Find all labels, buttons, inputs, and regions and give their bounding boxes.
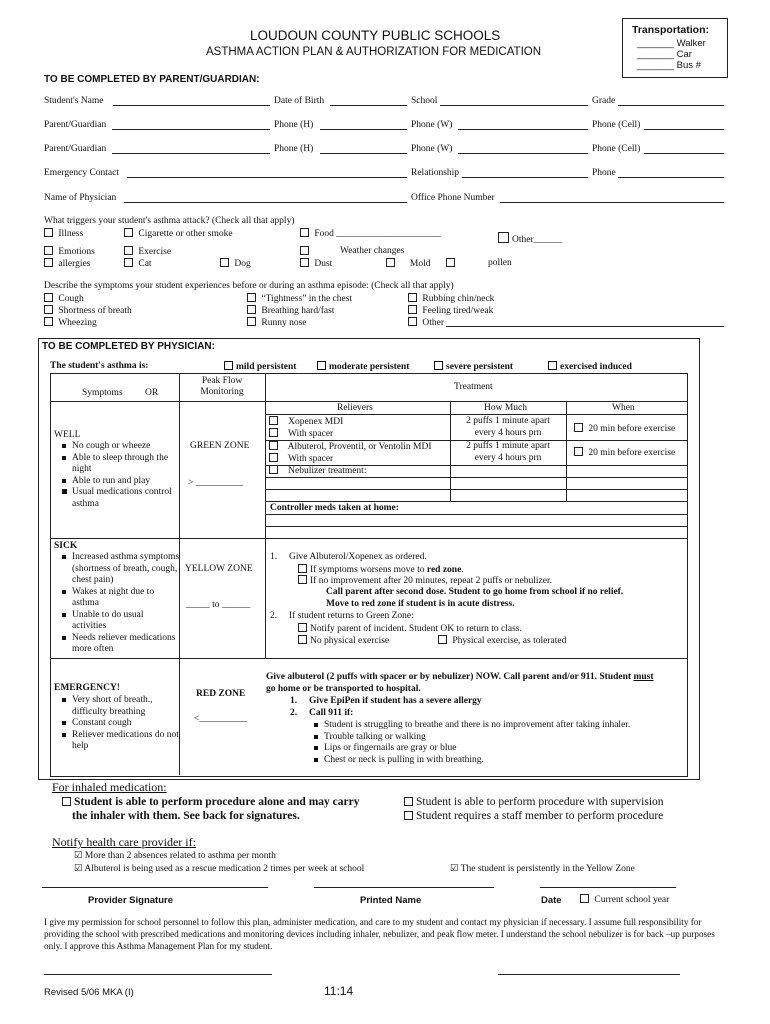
inhaled-alone-line2: the inhaler with them. See back for signatures. xyxy=(72,810,300,822)
parent-signature-field[interactable] xyxy=(44,974,272,975)
symptom-other[interactable]: Other xyxy=(408,317,444,328)
label-parent2: Parent/Guardian xyxy=(44,144,107,154)
page-subtitle: ASTHMA ACTION PLAN & AUTHORIZATION FOR MEDICATION xyxy=(206,46,542,58)
trigger-food[interactable]: Food ______________________ xyxy=(300,228,441,239)
red-911-item: Student is struggling to breathe and there is no improvement after taking inhaler. xyxy=(306,720,630,732)
severity-mild[interactable]: mild persistent xyxy=(224,361,296,372)
label-student-name: Student's Name xyxy=(44,96,104,106)
notify-absences[interactable]: ☑ More than 2 absences related to asthma per month xyxy=(74,851,276,861)
yellow-step-1: 1. Give Albuterol/Xopenex as ordered. xyxy=(270,552,427,562)
col-or: OR xyxy=(145,388,159,398)
emergency-field[interactable] xyxy=(127,177,407,178)
emergency-symptoms xyxy=(54,695,180,753)
notify-albuterol[interactable]: ☑ Albuterol is being used as a rescue medication 2 times per week at school xyxy=(74,864,365,874)
red-instruction-1: Give albuterol (2 puffs with spacer or by nebulizer) NOW. Call parent and/or 911. Student must xyxy=(266,672,654,682)
red-instruction-2: go home or be transported to hospital. xyxy=(266,684,421,694)
sick-item: Increased asthma symptoms (shortness of breath, cough, chest pain) xyxy=(54,552,180,587)
phone-h-2-field[interactable] xyxy=(320,153,407,154)
well-title: WELL xyxy=(54,430,81,440)
transport-bus[interactable]: _______ Bus # xyxy=(637,60,701,71)
phone-cell-1-field[interactable] xyxy=(644,129,724,130)
label-relationship: Relationship xyxy=(411,168,460,178)
phone-w-1-field[interactable] xyxy=(458,129,588,130)
transport-walker[interactable]: _______ Walker xyxy=(637,38,706,49)
trigger-dust[interactable]: Dust xyxy=(300,258,332,269)
label-emergency: Emergency Contact xyxy=(44,168,120,178)
symptom-cough[interactable]: Cough xyxy=(44,293,84,304)
trigger-dog[interactable]: Dog xyxy=(220,258,251,269)
symptom-tightness[interactable]: “Tightness” in the chest xyxy=(247,293,352,304)
dob-field[interactable] xyxy=(330,105,407,106)
revised-label: Revised 5/06 MKA (I) xyxy=(44,987,134,998)
trigger-weather[interactable] xyxy=(300,246,312,257)
yellow-step-1a[interactable]: If symptoms worsens move to red zone. xyxy=(298,564,464,575)
col-when: When xyxy=(612,403,635,413)
parent-section-heading: TO BE COMPLETED BY PARENT/GUARDIAN: xyxy=(44,74,260,85)
phone-field[interactable] xyxy=(618,177,724,178)
office-phone-field[interactable] xyxy=(500,202,724,203)
severity-severe[interactable]: severe persistent xyxy=(434,361,513,372)
emergency-item: Constant cough xyxy=(54,718,180,730)
yellow-step-2: 2. If student returns to Green Zone: xyxy=(270,611,414,621)
trigger-emotions[interactable]: Emotions xyxy=(44,246,95,257)
current-school-year[interactable]: Current school year xyxy=(580,894,669,905)
red-zone-label: RED ZONE xyxy=(196,689,246,699)
inhaled-alone[interactable]: Student is able to perform procedure alone and may carry xyxy=(62,796,359,808)
col-treatment: Treatment xyxy=(454,382,493,392)
red-step-1: 1. Give EpiPen if student has a severe allergy xyxy=(290,696,482,706)
label-grade: Grade xyxy=(592,96,616,106)
well-item: Able to run and play xyxy=(54,476,178,488)
phone-cell-2-field[interactable] xyxy=(644,153,724,154)
emergency-title: EMERGENCY! xyxy=(54,683,120,693)
how-much-1: 2 puffs 1 minute apart xyxy=(466,416,550,426)
symptom-breathing[interactable]: Breathing hard/fast xyxy=(247,305,334,316)
controller-meds: Controller meds taken at home: xyxy=(270,503,399,513)
transport-title: Transportation: xyxy=(632,24,710,36)
notify-title: Notify health care provider if: xyxy=(52,835,196,849)
how-much-2b: every 4 hours prn xyxy=(474,453,542,463)
provider-signature-field[interactable] xyxy=(42,887,268,888)
red-step-2: 2. Call 911 if: xyxy=(290,708,354,718)
col-relievers: Relievers xyxy=(337,403,373,413)
trigger-allergies[interactable]: allergies xyxy=(44,258,90,269)
student-name-field[interactable] xyxy=(113,105,270,106)
physician-field[interactable] xyxy=(124,202,407,203)
yellow-step-2a[interactable]: Notify parent of incident. Student OK to return to class. xyxy=(298,623,522,634)
col-symptoms: Symptoms xyxy=(82,388,123,398)
phone-h-1-field[interactable] xyxy=(320,129,407,130)
sick-item: Needs reliever medications more often xyxy=(54,633,180,656)
symptom-other-field[interactable] xyxy=(446,326,724,327)
red-911-item: Lips or fingernails are gray or blue xyxy=(306,743,630,755)
reliever-nebulizer[interactable]: Nebulizer treatment: xyxy=(269,465,366,476)
parent1-field[interactable] xyxy=(112,129,270,130)
reliever-xopenex-spacer[interactable]: With spacer xyxy=(269,428,333,439)
relationship-field[interactable] xyxy=(462,177,588,178)
red-911-item: Chest or neck is pulling in with breathing. xyxy=(306,755,630,767)
symptom-runny[interactable]: Runny nose xyxy=(247,317,307,328)
well-item: Usual medications control asthma xyxy=(54,487,178,510)
reliever-albuterol-spacer[interactable]: With spacer xyxy=(269,453,333,464)
col-peak-flow: Peak Flow Monitoring xyxy=(200,376,244,397)
how-much-2: 2 puffs 1 minute apart xyxy=(466,441,550,451)
red-zone-peak[interactable]: <__________ xyxy=(194,714,247,724)
trigger-illness[interactable]: Illness xyxy=(44,228,83,239)
printed-name-label: Printed Name xyxy=(360,895,422,906)
label-phone-h-2: Phone (H) xyxy=(274,144,314,154)
phone-w-2-field[interactable] xyxy=(458,153,588,154)
when-1[interactable]: 20 min before exercise xyxy=(574,423,675,434)
provider-signature-label: Provider Signature xyxy=(88,895,173,906)
when-2[interactable]: 20 min before exercise xyxy=(574,447,675,458)
trigger-mold[interactable]: Mold xyxy=(386,258,430,269)
yellow-step-1b[interactable]: If no improvement after 20 minutes, repeat 2 puffs or nebulizer. xyxy=(298,575,552,586)
yellow-zone-label: YELLOW ZONE xyxy=(185,564,253,574)
label-phone-w-2: Phone (W) xyxy=(411,144,453,154)
label-school: School xyxy=(411,96,438,106)
transportation-box xyxy=(622,18,728,78)
date-field[interactable] xyxy=(540,887,676,888)
emergency-item: Very short of breath., difficulty breathing xyxy=(54,695,180,718)
yellow-exercise-tolerated[interactable]: Physical exercise, as tolerated xyxy=(438,635,566,646)
emergency-item: Reliever medications do not help xyxy=(54,730,180,753)
green-zone-label: GREEN ZONE xyxy=(190,441,250,451)
reliever-xopenex[interactable]: Xopenex MDI xyxy=(269,416,343,427)
inhaled-supervision[interactable]: Student is able to perform procedure with supervision xyxy=(404,796,664,808)
page-title: LOUDOUN COUNTY PUBLIC SCHOOLS xyxy=(250,28,501,43)
sick-title: SICK xyxy=(54,541,78,551)
yellow-no-exercise[interactable]: No physical exercise xyxy=(298,635,389,646)
green-zone-peak[interactable]: > __________ xyxy=(188,478,244,488)
label-phone-cell-2: Phone (Cell) xyxy=(592,144,641,154)
trigger-pollen[interactable] xyxy=(446,258,458,269)
school-field[interactable] xyxy=(440,105,588,106)
severity-exercise[interactable]: exercised induced xyxy=(548,361,632,372)
symptom-tired[interactable]: Feeling tired/weak xyxy=(408,305,493,316)
notify-yellow[interactable]: ☑ The student is persistently in the Yellow Zone xyxy=(450,864,635,874)
yellow-step-1d: Move to red zone if student is in acute distress. xyxy=(326,599,515,609)
well-item: No cough or wheeze xyxy=(54,441,178,453)
trigger-exercise[interactable]: Exercise xyxy=(124,246,171,257)
footer-time: 11:14 xyxy=(324,984,354,998)
label-office-phone: Office Phone Number xyxy=(411,193,495,203)
sick-item: Unable to do usual activities xyxy=(54,610,180,633)
grade-field[interactable] xyxy=(618,105,724,106)
parent2-field[interactable] xyxy=(112,153,270,154)
label-phone-h-1: Phone (H) xyxy=(274,120,314,130)
triggers-question: What triggers your student's asthma attack? (Check all that apply) xyxy=(44,216,295,226)
yellow-zone-peak[interactable]: _____ to ______ xyxy=(186,600,251,610)
severity-moderate[interactable]: moderate persistent xyxy=(317,361,409,372)
label-dob: Date of Birth xyxy=(274,96,325,106)
transport-car[interactable]: _______ Car xyxy=(637,49,692,60)
label-phone-cell-1: Phone (Cell) xyxy=(592,120,641,130)
checked-box-icon: ☑ xyxy=(74,851,83,861)
yellow-step-1c: Call parent after second dose. Student to go home from school if no relief. xyxy=(326,587,624,597)
printed-name-field[interactable] xyxy=(314,887,494,888)
trigger-pollen-label: pollen xyxy=(488,258,512,268)
date-label: Date xyxy=(541,895,562,906)
inhaled-staff[interactable]: Student requires a staff member to perform procedure xyxy=(404,810,663,822)
label-phone-w-1: Phone (W) xyxy=(411,120,453,130)
red-911-list xyxy=(306,720,630,766)
checked-box-icon: ☑ xyxy=(450,864,459,874)
well-symptoms xyxy=(54,441,178,510)
parent-date-field[interactable] xyxy=(498,974,680,975)
how-much-1b: every 4 hours prn xyxy=(474,428,542,438)
sick-symptoms xyxy=(54,552,180,656)
physician-section-heading: TO BE COMPLETED BY PHYSICIAN: xyxy=(42,341,215,352)
trigger-weather-label: Weather changes xyxy=(340,246,405,256)
trigger-cigarette[interactable]: Cigarette or other smoke xyxy=(124,228,233,239)
reliever-albuterol[interactable]: Albuterol, Proventil, or Ventolin MDI xyxy=(269,441,432,452)
symptom-shortness[interactable]: Shortness of breath xyxy=(44,305,132,316)
well-item: Able to sleep through the night xyxy=(54,453,178,476)
symptom-rubbing[interactable]: Rubbing chin/neck xyxy=(408,293,494,304)
checked-box-icon: ☑ xyxy=(74,864,83,874)
col-how-much: How Much xyxy=(484,403,528,413)
label-phone: Phone xyxy=(592,168,616,178)
inhaled-title: For inhaled medication: xyxy=(52,780,167,794)
label-parent1: Parent/Guardian xyxy=(44,120,107,130)
symptoms-question: Describe the symptoms your student experiences before or during an asthma episode: (Check all that apply) xyxy=(44,281,454,291)
red-911-item: Trouble talking or walking xyxy=(306,732,630,744)
symptom-wheezing[interactable]: Wheezing xyxy=(44,317,97,328)
sick-item: Wakes at night due to asthma xyxy=(54,587,180,610)
asthma-is-label: The student's asthma is: xyxy=(50,361,149,371)
trigger-other[interactable]: Other______ xyxy=(498,232,562,245)
label-physician: Name of Physician xyxy=(44,193,117,203)
consent-text: I give my permission for school personnel to follow this plan, administer medication, and care to my student and contact my physician if necessary. I assume full responsibility for providing the school with prescribed medications and monitoring devices including inhaler, nebulizer, and peak flow meter. I understand the school nebulizer is for back –up purposes only. I approve this Asthma Management Plan for my student. xyxy=(44,917,715,951)
trigger-cat[interactable]: Cat xyxy=(124,258,152,269)
